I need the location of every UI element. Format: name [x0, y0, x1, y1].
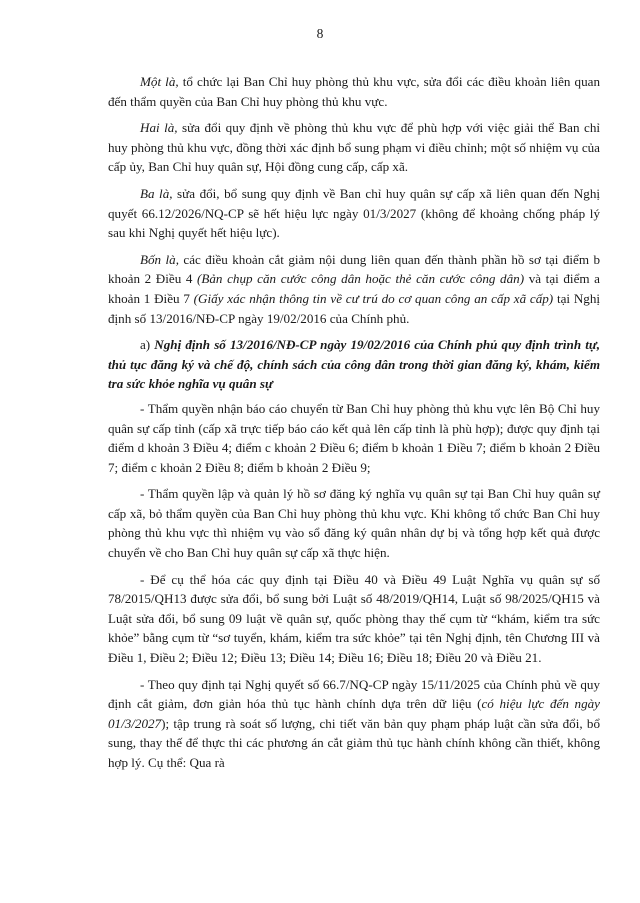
paragraph-six: - Thẩm quyền nhận báo cáo chuyển từ Ban Chỉ huy phòng thủ khu vực lên Bộ Chỉ huy quân sự cấp tỉnh (cấp xã trực tiếp báo cáo kết quả lên cấp tỉnh là phù hợp); được quy định tại điểm d khoản 3 Điều 4; điểm c khoản 2 Điều 6; điểm b khoản 1 Điều 7; điểm b khoản 2 Điều 7; điểm c khoản 2 Điều 8; điểm b khoản 2 Điều 9; [108, 400, 600, 475]
paragraph-text: tại Nghị định số 13/2016/NĐ-CP ngày 19/02/2016 của Chính phủ. [108, 290, 601, 326]
paragraph-one [108, 72, 600, 111]
paragraph-text: - Theo quy định tại Nghị quyết số 66.7/NQ-CP ngày 15/11/2025 của Chính phủ về quy định cắt giảm, đơn giản hóa thủ tục hành chính dựa trên dữ liệu ( [108, 676, 600, 712]
paragraph-text: sửa đổi, bổ sung quy định về Ban chỉ huy quân sự cấp xã liên quan đến Nghị quyết 66.12/2026/NQ-CP sẽ hết hiệu lực ngày 01/3/2027 (không để khoảng chống pháp lý sau khi Nghị quyết hết hiệu lực). [108, 185, 601, 241]
paragraph-text: ); tập trung rà soát số lượng, chi tiết văn bản quy phạm pháp luật cần sửa đổi, bổ sung, thay thế để thực thi các phương án cắt giảm thủ tục hành chính không cần thiết, không hợp lý. Cụ thể: Qua rà [108, 715, 600, 770]
section-heading-text: Nghị định số 13/2016/NĐ-CP ngày 19/02/2016 của Chính phủ quy định trình tự, thủ tục đăng ký và chế độ, chính sách của công dân trong thời gian đăng ký, khám, kiểm tra sức khỏe nghĩa vụ quân sự [108, 337, 600, 392]
paragraph-lead: Ba là, [140, 185, 173, 201]
paragraph-nine [108, 675, 600, 773]
paragraph-lead: Hai là, [140, 120, 178, 136]
paragraph-italic-note: (Bản chụp căn cước công dân hoặc thẻ căn cước công dân) [197, 271, 525, 287]
paragraph-four [108, 250, 600, 328]
section-heading [108, 335, 600, 394]
paragraph-italic-note: (Giấy xác nhận thông tin về cư trú do cơ quan công an cấp xã cấp) [193, 290, 554, 306]
paragraph-lead: Một là, [140, 74, 179, 89]
paragraph-lead: Bốn là, [140, 251, 179, 267]
section-prefix: a) [140, 337, 155, 353]
paragraph-text: các điều khoản cắt giảm nội dung liên quan đến thành phần hồ sơ tại điểm b khoản 2 Điều 4 [108, 251, 601, 287]
paragraph-text: và tại điểm a khoản 1 Điều 7 [108, 271, 600, 306]
paragraph-three [108, 184, 600, 243]
page-number: 8 [316, 26, 324, 41]
paragraph-seven: - Thẩm quyền lập và quản lý hồ sơ đăng ký nghĩa vụ quân sự tại Ban Chỉ huy quân sự cấp xã, bỏ thẩm quyền của Ban Chỉ huy phòng thủ khu vực. Khi không tổ chức Ban Chỉ huy phòng thủ khu vực thì nhiệm vụ vào sổ đăng ký quân nhân dự bị và tổng hợp kết quả được chuyển về cho Ban Chỉ huy quân sự cấp xã thực hiện. [108, 486, 600, 561]
paragraph-text: tổ chức lại Ban Chỉ huy phòng thủ khu vực, sửa đổi các điều khoản liên quan đến thẩm quyền của Ban Chỉ huy phòng thủ khu vực. [108, 74, 600, 109]
paragraph-eight: - Để cụ thể hóa các quy định tại Điều 40 và Điều 49 Luật Nghĩa vụ quân sự số 78/2015/QH13 được sửa đổi, bổ sung bởi Luật số 48/2019/QH14, Luật số 98/2025/QH15 và Luật sửa đổi, bổ sung 09 luật về quân sự, quốc phòng thay thế cụm từ “khám, kiểm tra sức khỏe” bằng cụm từ “sơ tuyển, khám, kiểm tra sức khỏe” tại tên Nghị định, tên Chương III và Điều 1, Điều 2; Điều 12; Điều 13; Điều 14; Điều 16; Điều 18; Điều 20 và Điều 21. [108, 571, 600, 666]
document-body [108, 72, 600, 780]
paragraph-text: sửa đổi quy định về phòng thủ khu vực để phù hợp với việc giải thể Ban chỉ huy phòng thủ khu vực, đồng thời xác định bổ sung phạm vi điều chỉnh; một số nhiệm vụ của cấp ủy, Ban Chỉ huy quân sự, Hội đồng cung cấp, cấp xã. [108, 120, 600, 175]
paragraph-italic-note: có hiệu lực đến ngày 01/3/2027 [108, 696, 600, 731]
paragraph-two [108, 118, 600, 177]
